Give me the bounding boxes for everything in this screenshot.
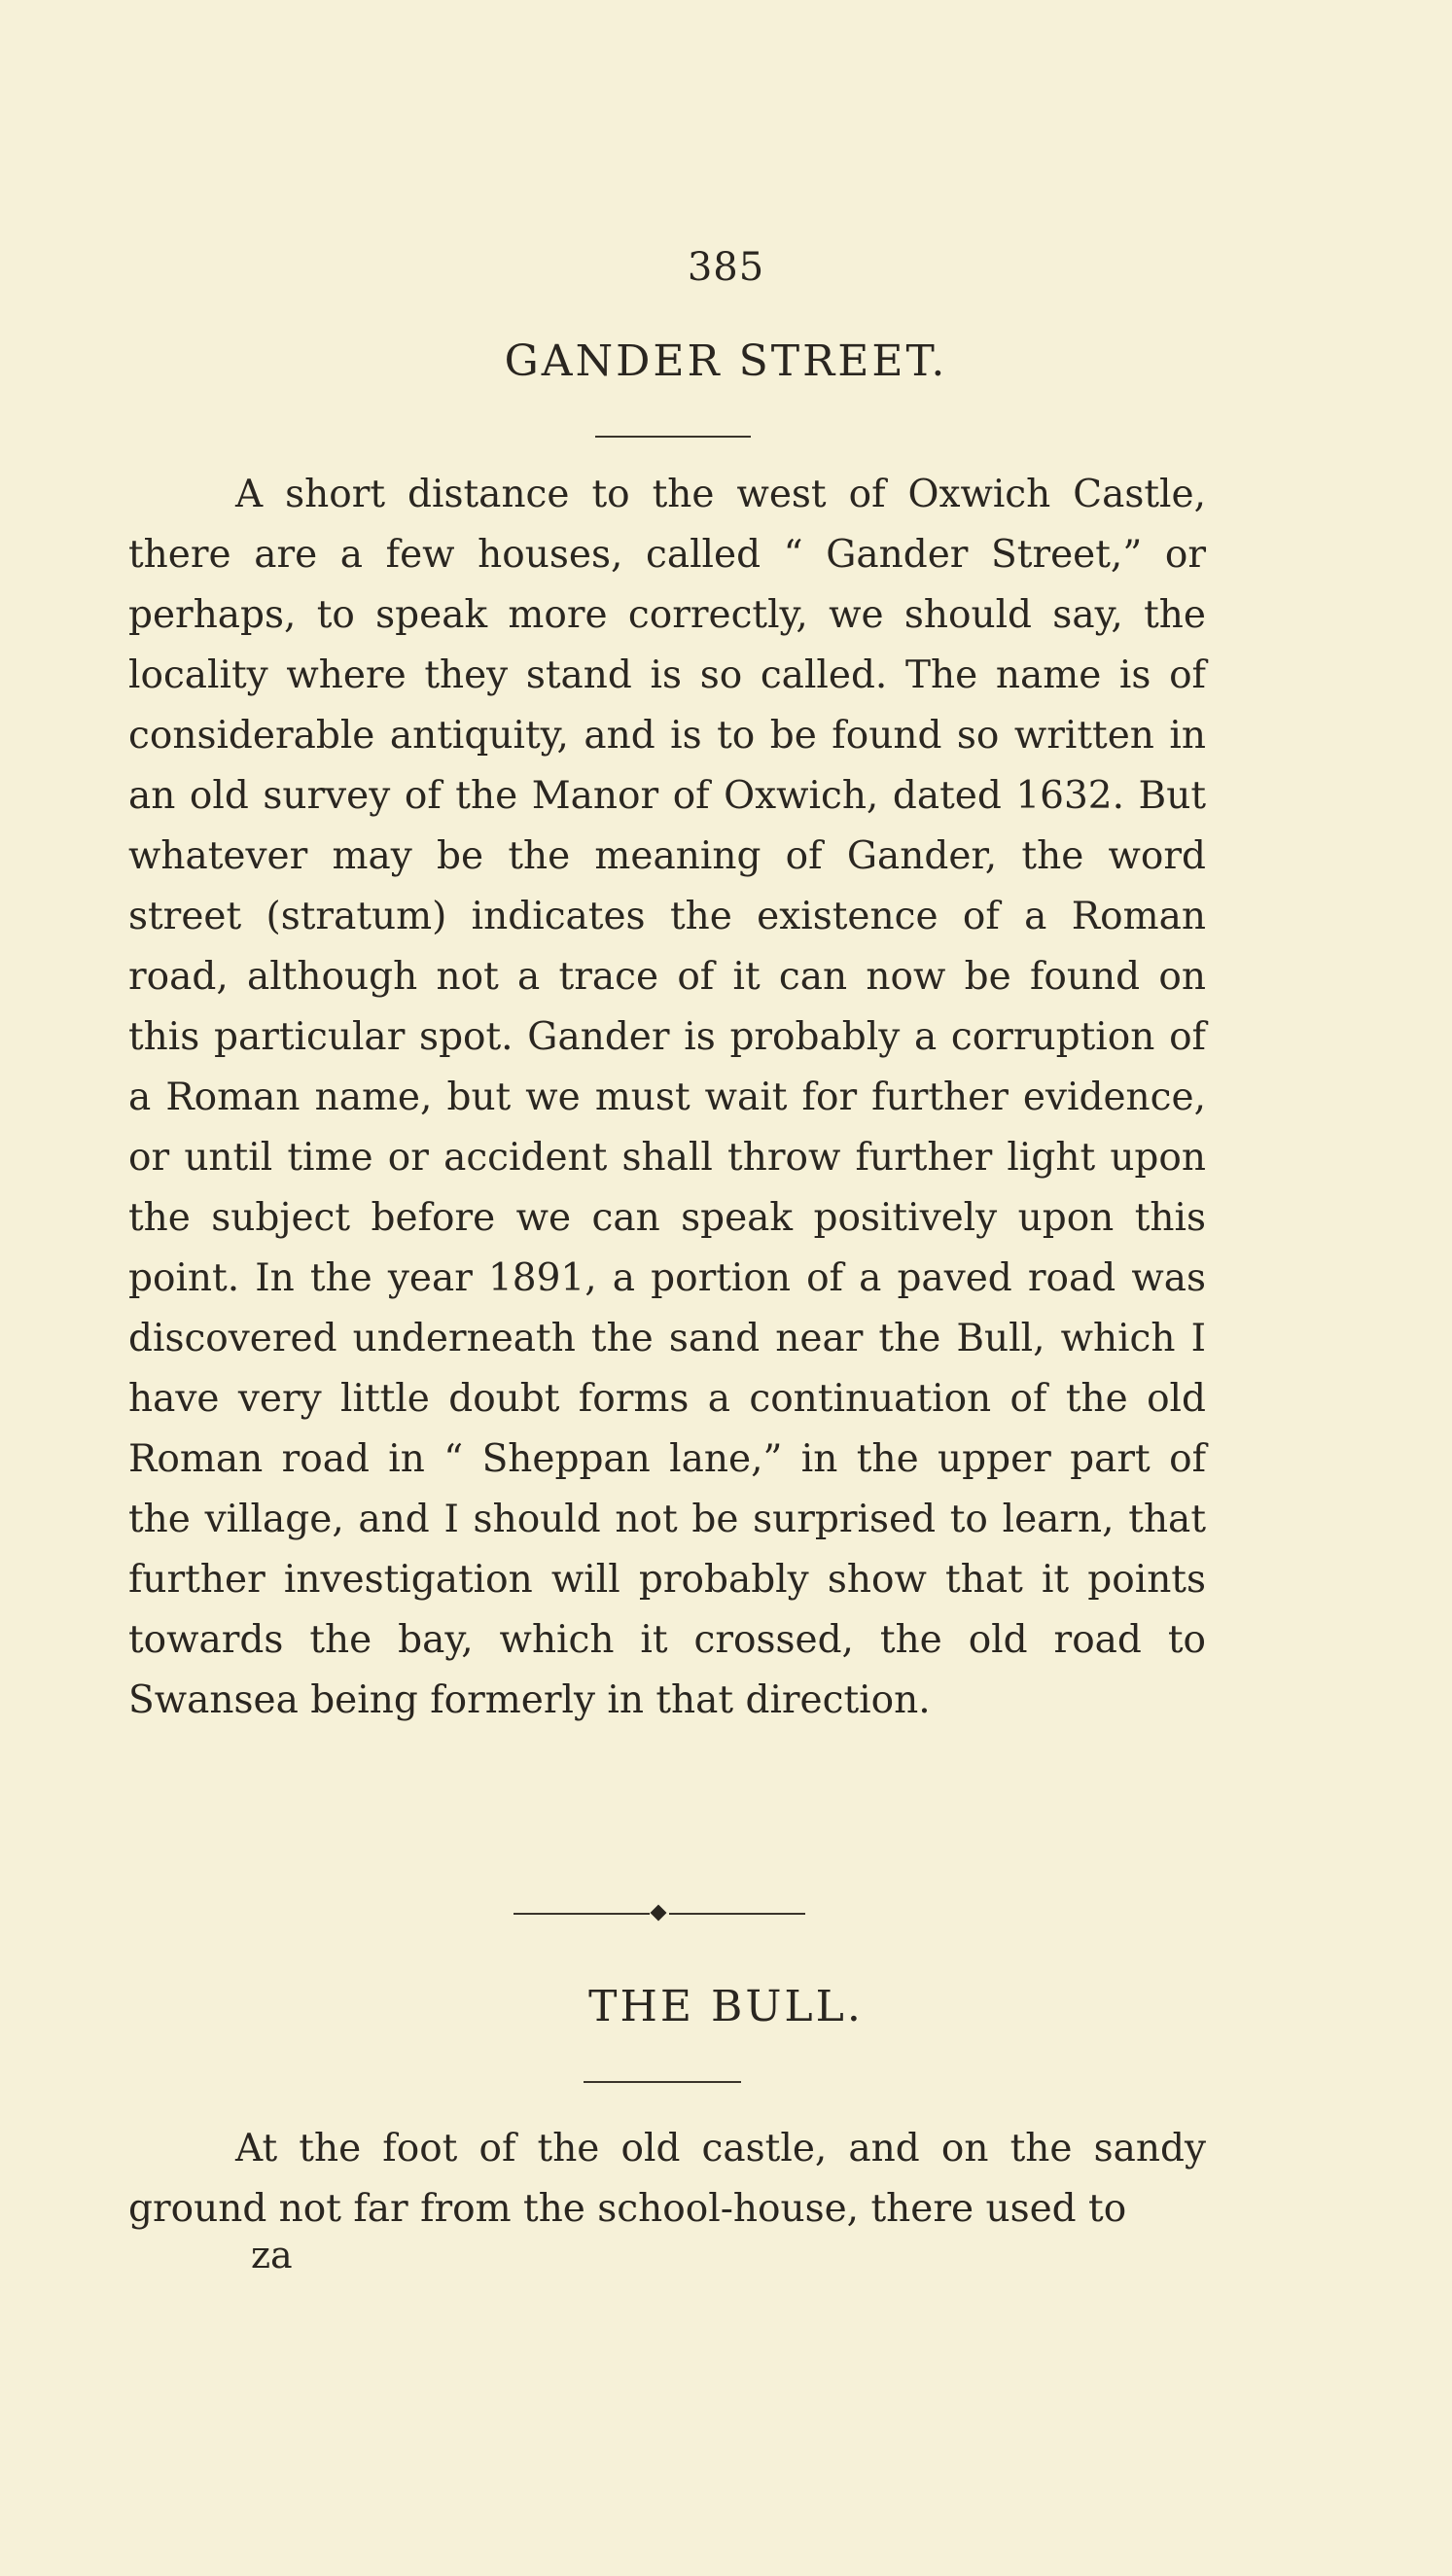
page-number: 385 <box>687 245 765 290</box>
paragraph-gander-street: A short distance to the west of Oxwich Castle, there are a few houses, called “ Gander Street,” or perhaps, to speak more correctly, we should say, the locality where they stand is so called. The name is of considerable antiquity, and is to be found so written in an old survey of the Manor of Oxwich, dated 1632. But whatever may be the meaning of Gander, the word street (stratum) indicates the existence of a Roman road, although not a trace of it can now be found on this particular spot. Gander is probably a corruption of a Roman name, but we must wait for further evidence, or until time or accident shall throw further light upon the subject before we can speak positively upon this point. In the year 1891, a portion of a paved road was discovered underneath the sand near the Bull, which I have very little doubt forms a continuation of the old Roman road in “ Sheppan lane,” in the upper part of the village, and I should not be surprised to learn, that further investigation will probably show that it points towards the bay, which it crossed, the old road to Swansea being formerly in that direction. <box>128 473 1206 1722</box>
section-divider-ornament <box>514 1903 805 1923</box>
title-rule <box>595 436 751 438</box>
diamond-icon <box>651 1905 667 1922</box>
section-title-gander-street: GANDER STREET. <box>504 336 948 386</box>
section-title-the-bull: THE BULL. <box>588 1982 864 2031</box>
title-rule <box>584 2081 741 2083</box>
paragraph-the-bull: At the foot of the old castle, and on the sandy ground not far from the school-house, there used to <box>128 2127 1206 2231</box>
signature-mark: za <box>251 2234 293 2276</box>
